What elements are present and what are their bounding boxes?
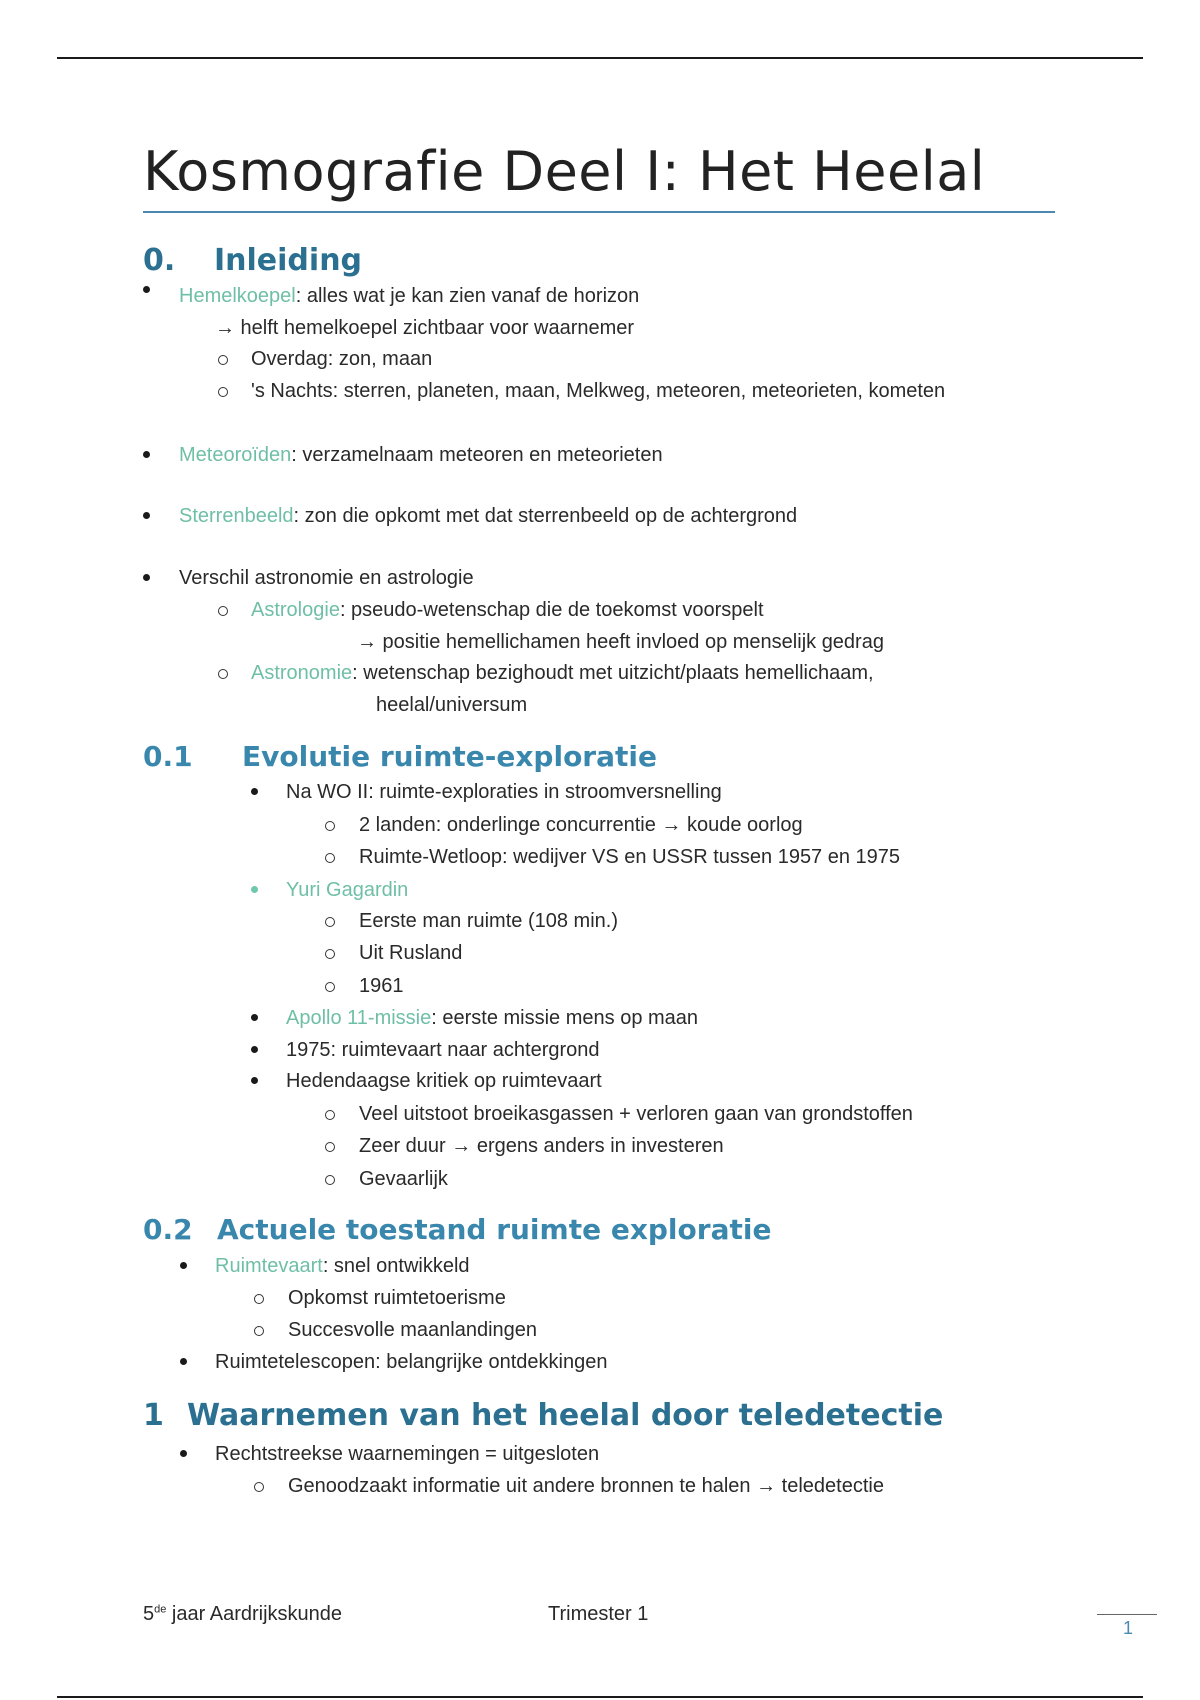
circle-bullet-icon <box>325 1142 335 1152</box>
circle-bullet-icon <box>218 606 228 616</box>
circle-bullet-icon <box>325 821 335 831</box>
list-item: Na WO II: ruimte-exploraties in stroomversnelling <box>286 781 722 803</box>
circle-bullet-icon <box>218 355 228 365</box>
section-title: Actuele toestand ruimte exploratie <box>217 1213 772 1246</box>
list-item: → positie hemellichamen heeft invloed op menselijk gedrag <box>357 631 884 653</box>
list-item: heelal/universum <box>376 694 528 716</box>
bullet-icon <box>251 1014 258 1021</box>
footer-course <box>143 1603 342 1626</box>
list-item: Succesvolle maanlandingen <box>288 1319 538 1341</box>
section-number: 1 <box>143 1398 164 1433</box>
list-item: Ruimte-Wetloop: wedijver VS en USSR tussen 1957 en 1975 <box>359 846 901 868</box>
list-item <box>251 660 874 686</box>
grade-number: 5 <box>143 1603 155 1625</box>
section-0-1-heading <box>143 740 743 776</box>
definition: : alles wat je kan zien vanaf de horizon <box>295 285 640 307</box>
bullet-icon <box>251 788 258 795</box>
term: Apollo 11-missie <box>286 1007 432 1029</box>
list-item: Overdag: zon, maan <box>251 348 433 370</box>
bullet-icon <box>143 574 150 581</box>
list-item <box>179 283 639 309</box>
document-title: Kosmografie Deel I: Het Heelal <box>143 140 986 203</box>
section-title: Evolutie ruimte-exploratie <box>242 740 657 773</box>
page-number: 1 <box>1123 1618 1134 1638</box>
list-item: 's Nachts: sterren, planeten, maan, Melkweg, meteoren, meteorieten, kometen <box>251 380 946 402</box>
term: Astrologie <box>251 599 340 621</box>
section-0-heading <box>143 243 543 279</box>
circle-bullet-icon <box>325 853 335 863</box>
page-number-rule <box>1097 1614 1157 1615</box>
list-item <box>179 442 663 468</box>
top-rule <box>57 57 1143 59</box>
circle-bullet-icon <box>218 669 228 679</box>
list-item: Opkomst ruimtetoerisme <box>288 1287 506 1309</box>
term: Astronomie <box>251 662 353 684</box>
circle-bullet-icon <box>254 1482 264 1492</box>
definition: : zon die opkomt met dat sterrenbeeld op de achtergrond <box>293 505 798 527</box>
list-item: Genoodzaakt informatie uit andere bronnen te halen → teledetectie <box>288 1475 884 1497</box>
list-item: 2 landen: onderlinge concurrentie → koude oorlog <box>359 814 803 836</box>
circle-bullet-icon <box>218 387 228 397</box>
course-name: jaar Aardrijkskunde <box>166 1603 343 1625</box>
circle-bullet-icon <box>325 917 335 927</box>
list-item <box>179 503 797 529</box>
list-item: Eerste man ruimte (108 min.) <box>359 910 618 932</box>
section-title: Inleiding <box>214 243 363 278</box>
list-item: 1961 <box>359 975 404 997</box>
list-item: Yuri Gagardin <box>286 879 409 901</box>
circle-bullet-icon <box>325 1110 335 1120</box>
section-0-2-heading <box>143 1213 843 1249</box>
circle-bullet-icon <box>254 1294 264 1304</box>
list-item: 1975: ruimtevaart naar achtergrond <box>286 1039 600 1061</box>
list-item: Uit Rusland <box>359 942 463 964</box>
bullet-icon <box>143 286 150 293</box>
list-item <box>251 597 764 623</box>
bullet-icon <box>180 1450 187 1457</box>
bullet-icon <box>143 451 150 458</box>
list-item: Hedendaagse kritiek op ruimtevaart <box>286 1070 602 1092</box>
bullet-icon <box>251 1077 258 1084</box>
definition: : eerste missie mens op maan <box>431 1007 699 1029</box>
bullet-icon <box>180 1358 187 1365</box>
term: Hemelkoepel <box>179 285 296 307</box>
bottom-rule <box>57 1696 1143 1698</box>
circle-bullet-icon <box>254 1326 264 1336</box>
definition: : wetenschap bezighoudt met uitzicht/plaats hemellichaam, <box>352 662 874 684</box>
list-item: → helft hemelkoepel zichtbaar voor waarnemer <box>215 317 635 339</box>
section-number: 0.1 <box>143 740 193 773</box>
list-item: Zeer duur → ergens anders in investeren <box>359 1135 724 1157</box>
grade-suffix: de <box>154 1603 167 1616</box>
definition: : verzamelnaam meteoren en meteorieten <box>291 444 663 466</box>
term: Meteoroïden <box>179 444 292 466</box>
list-item <box>215 1253 470 1279</box>
bullet-icon <box>251 886 258 893</box>
term: Sterrenbeeld <box>179 505 294 527</box>
title-underline <box>143 211 1055 213</box>
bullet-icon <box>251 1046 258 1053</box>
circle-bullet-icon <box>325 1175 335 1185</box>
bullet-icon <box>143 512 150 519</box>
list-item: Rechtstreekse waarnemingen = uitgesloten <box>215 1443 600 1465</box>
term: Ruimtevaart <box>215 1255 323 1277</box>
list-item: Verschil astronomie en astrologie <box>179 567 474 589</box>
list-item: Ruimtetelescopen: belangrijke ontdekkingen <box>215 1351 608 1373</box>
list-item <box>286 1005 698 1031</box>
circle-bullet-icon <box>325 982 335 992</box>
section-1-heading <box>143 1398 1043 1436</box>
list-item: Veel uitstoot broeikasgassen + verloren gaan van grondstoffen <box>359 1103 913 1125</box>
list-item: Gevaarlijk <box>359 1168 448 1190</box>
bullet-icon <box>180 1262 187 1269</box>
definition: : pseudo-wetenschap die de toekomst voorspelt <box>339 599 764 621</box>
footer-trimester: Trimester 1 <box>548 1603 649 1625</box>
section-title: Waarnemen van het heelal door teledetectie <box>187 1398 944 1433</box>
definition: : snel ontwikkeld <box>322 1255 470 1277</box>
circle-bullet-icon <box>325 949 335 959</box>
section-number: 0.2 <box>143 1213 193 1246</box>
section-number: 0. <box>143 243 176 278</box>
